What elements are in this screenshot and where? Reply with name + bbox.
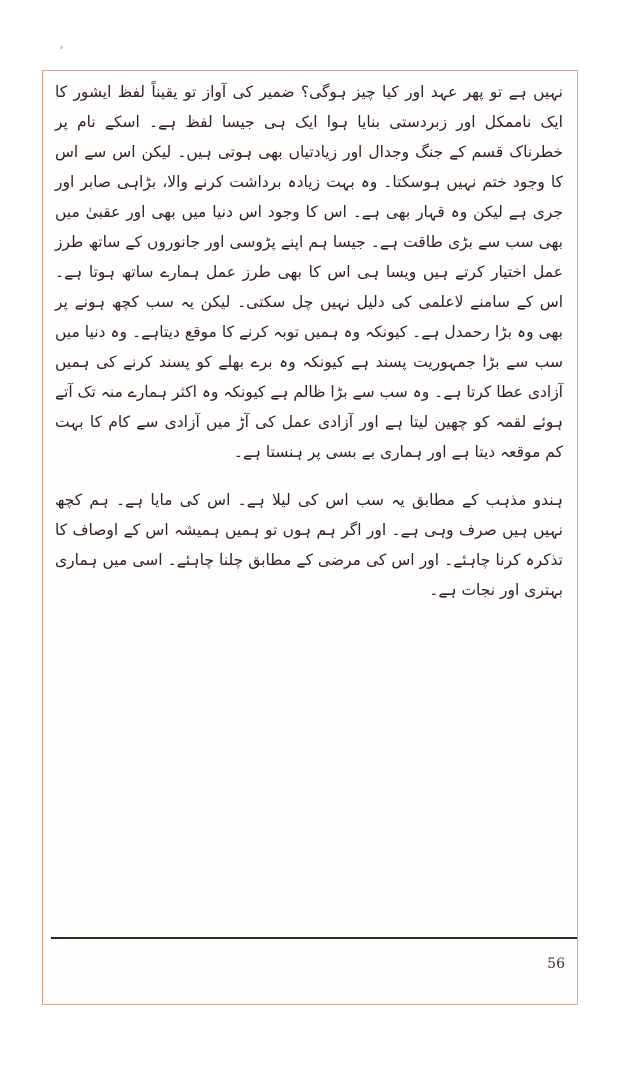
paragraph-2: ہندو مذہب کے مطابق یہ سب اس کی لیلا ہے۔ اس کی مایا ہے۔ ہم کچھ نہیں ہیں صرف وہی ہے۔ اور اگر ہم ہوں تو ہمیں ہمیشہ اس کے اوصاف کا تذکرہ کرنا چاہئے۔ اور اس کی مرضی کے مطابق چلنا چاہئے۔ اسی میں ہماری بہتری اور نجات ہے۔ xyxy=(55,491,563,599)
book-page xyxy=(42,70,578,1005)
paragraph-1: نہیں ہے تو پھر عہد اور کیا چیز ہوگی؟ ضمیر کی آواز تو یقیناً لفظ ایشور کا ایک ناممکل اور زبردستی بنایا ہوا ایک ہی جیسا لفظ ہے۔ اسکے نام پر خطرناک قسم کے جنگ وجدال اور زیادتیاں بھی ہوتی ہیں۔ لیکن اس سے اس کا وجود ختم نہیں ہوسکتا۔ وہ بہت زیادہ برداشت کرنے والا، بڑاہی صابر اور جری ہے لیکن وہ قہار بھی ہے۔ اس کا وجود اس دنیا میں بھی اور عقبیٰ میں بھی سب سے بڑی طاقت ہے۔ جیسا ہم اپنے پڑوسی اور جانوروں کے ساتھ طرز عمل اختیار کرتے ہیں ویسا ہی اس کا بھی طرز عمل ہمارے ساتھ ہوتا ہے۔ اس کے سامنے لاعلمی کی دلیل نہیں چل سکتی۔ لیکن یہ سب کچھ ہونے پر بھی وہ بڑا رحمدل ہے۔ کیونکہ وہ ہمیں توبہ کرنے کا موقع دیتاہے۔ وہ دنیا میں سب سے بڑا جمہوریت پسند ہے کیونکہ وہ برے بھلے کو پسند کرنے کی ہمیں آزادی عطا کرتا ہے۔ وہ سب سے بڑا ظالم ہے کیونکہ وہ اکثر ہمارے منہ تک آتے ہوئے لقمہ کو چھین لیتا ہے اور آزادی عمل کی آڑ میں آزادی سے کام کا بہت کم موقعہ دیتا ہے اور ہماری بے بسی پر ہنستا ہے۔ xyxy=(55,83,563,461)
paper-speck xyxy=(60,46,63,49)
page-number: 56 xyxy=(547,956,565,972)
footer-divider xyxy=(51,937,577,939)
page-body-text xyxy=(49,77,569,605)
